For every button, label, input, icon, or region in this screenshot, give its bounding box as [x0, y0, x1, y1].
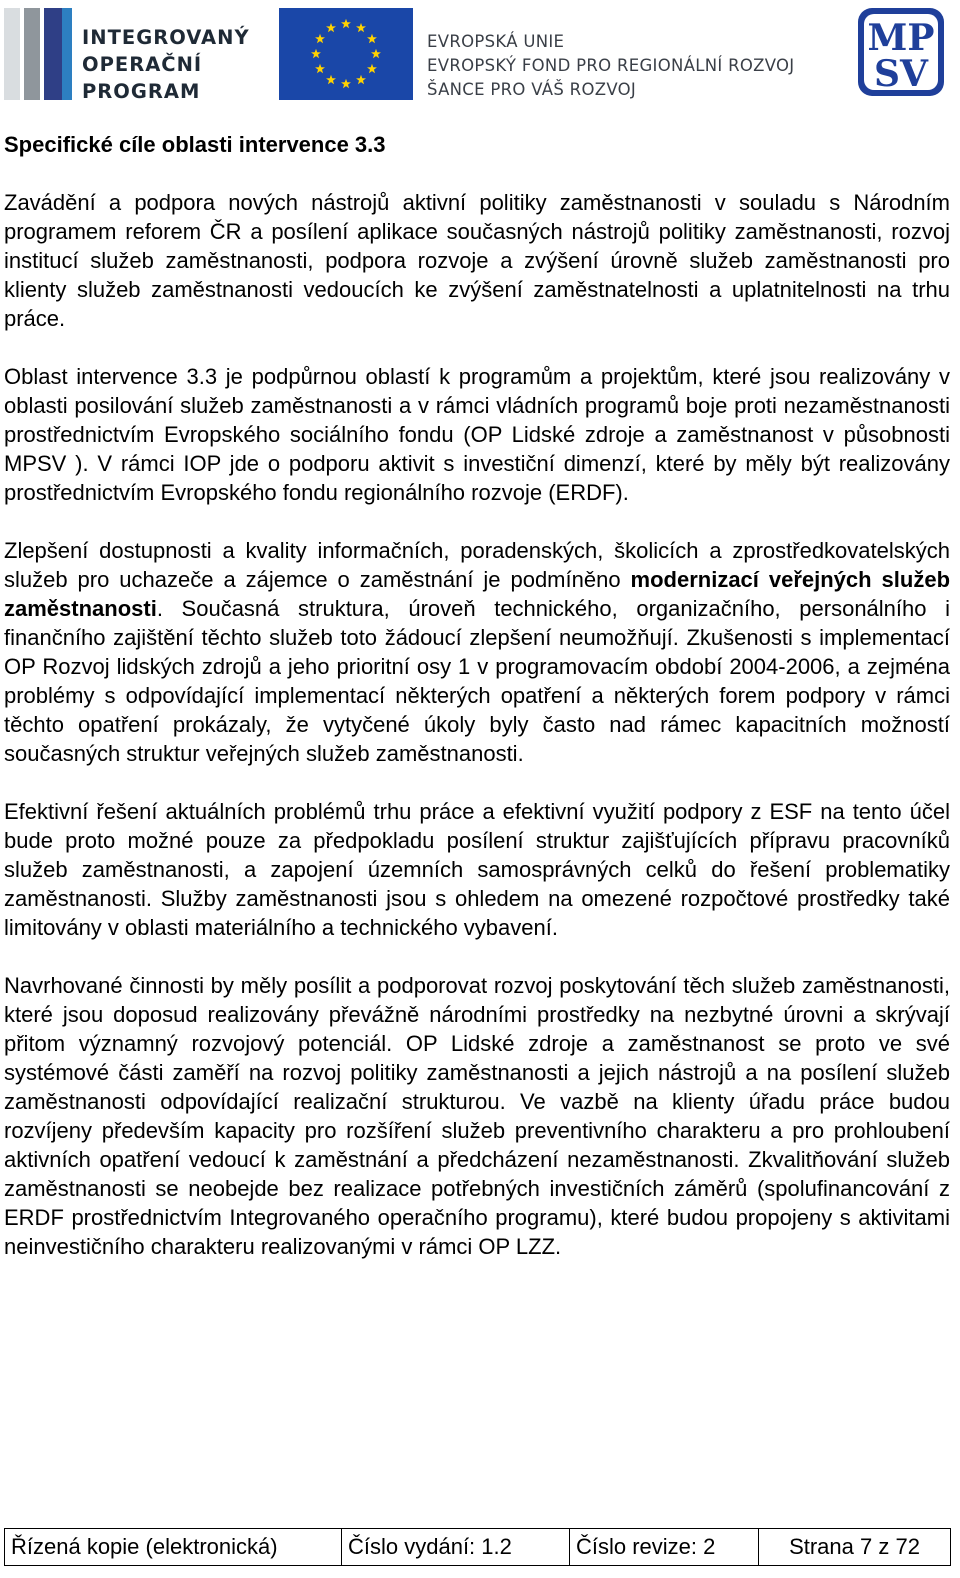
eu-star-icon: [356, 23, 366, 32]
paragraph-1: Zavádění a podpora nových nástrojů aktivní politiky zaměstnanosti v souladu s Národním programem reforem ČR a posílení aplikace současných nástrojů politiky zaměstnanosti, rozvoj institucí služeb zaměstnanosti, podpora rozvoje a zvýšení úrovně služeb zaměstnanosti pro klienty služeb zaměstnanosti vedoucích ke zvýšení zaměstnatelnosti a uplatnitelnosti na trhu práce.: [4, 190, 950, 331]
emphasis-text: modernizací veřejných služeb zaměstnanosti: [4, 567, 951, 621]
eu-star-icon: [367, 64, 377, 73]
eu-star-icon: [356, 75, 366, 84]
eu-flag-icon: [279, 8, 413, 100]
svg-text:MP: MP: [867, 17, 935, 59]
eu-star-icon: [371, 49, 381, 58]
paragraph-2: Oblast intervence 3.3 je podpůrnou oblastí k programům a projektům, které jsou realizovány v oblasti posilování služeb zaměstnanosti a v rámci vládních programů boje proti nezaměstnanosti prostřednictvím Evropského sociálního fondu (OP Lidské zdroje a zaměstnanost v působnosti MPSV ). V rámci IOP jde o podporu aktivit s investiční dimenzí, které by měly být realizovány prostřednictvím Evropského fondu regionálního rozvoje (ERDF).: [4, 364, 950, 505]
iop-logo: [4, 8, 250, 103]
page-header: [0, 0, 960, 110]
mpsv-logo: [856, 6, 946, 98]
footer-copy-type: Řízená kopie (elektronická): [5, 1529, 342, 1566]
footer-page-number: Strana 7 z 72: [759, 1529, 951, 1566]
iop-logo-text: INTEGROVANÝ OPERAČNÍ PROGRAM: [82, 26, 250, 103]
eu-star-icon: [367, 34, 377, 43]
eu-star-icon: [315, 64, 325, 73]
eu-star-icon: [341, 19, 351, 28]
paragraph-5: Navrhované činnosti by měly posílit a podporovat rozvoj poskytování těch služeb zaměstnanosti, které jsou doposud realizovány převážně národními prostředky na nezbytné úrovni a skrývají přitom významný rozvojový potenciál. OP Lidské zdroje a zaměstnanost se proto ve své systémové části zaměří na rozvoj politiky zaměstnanosti a jejich nástrojů a na posílení služeb zaměstnanosti odpovídající realizační strukturou. Ve vazbě na klienty úřadu práce budou rozvíjeny především kapacity pro rozšíření služeb preventivního charakteru a pro prohloubení aktivních opatření vedoucí k zaměstnání a předcházení nezaměstnanosti. Zkvalitňování služeb zaměstnanosti se neobejde bez realizace potřebných investičních záměrů (spolufinancování z ERDF prostřednictvím Integrovaného operačního programu), které budou propojeny s aktivitami neinvestičního charakteru realizovanými v rámci OP LZZ.: [4, 973, 950, 1259]
eu-star-icon: [341, 79, 351, 88]
svg-text:SV: SV: [874, 53, 928, 95]
eu-star-icon: [326, 75, 336, 84]
page-footer: [4, 1528, 951, 1566]
section-heading: Specifické cíle oblasti intervence 3.3: [4, 132, 386, 157]
eu-star-icon: [326, 23, 336, 32]
footer-issue-number: Číslo vydání: 1.2: [342, 1529, 570, 1566]
footer-revision-number: Číslo revize: 2: [570, 1529, 759, 1566]
document-body: [4, 130, 950, 1290]
eu-star-icon: [311, 49, 321, 58]
eu-text: EVROPSKÁ UNIE EVROPSKÝ FOND PRO REGIONÁLNÍ ROZVOJ ŠANCE PRO VÁŠ ROZVOJ: [427, 32, 795, 99]
paragraph-4: Efektivní řešení aktuálních problémů trhu práce a efektivní využití podpory z ESF na tento účel bude proto možné pouze za předpokladu posílení struktur zajišťujících přípravu pracovníků služeb zaměstnanosti, a zapojení územních samosprávných celků do řešení problematiky zaměstnanosti. Služby zaměstnanosti jsou s ohledem na omezené rozpočtové prostředky také limitovány v oblasti materiálního a technického vybavení.: [4, 799, 950, 940]
eu-star-icon: [315, 34, 325, 43]
paragraph-3: Zlepšení dostupnosti a kvality informačních, poradenských, školicích a zprostředkovatelských služeb pro uchazeče a zájemce o zaměstnání je podmíněno modernizací veřejných služeb zaměstnanosti. Současná struktura, úroveň technického, organizačního, personálního i finančního zajištění těchto služeb toto žádoucí zlepšení neumožňují. Zkušenosti s implementací OP Rozvoj lidských zdrojů a jeho prioritní osy 1 v programovacím období 2004-2006, a zejména problémy s odpovídající implementací některých opatření a některých forem podpory v rámci těchto opatření prokázaly, že vytyčené úkoly byly často nad rámec kapacitních možností současných struktur veřejných služeb zaměstnanosti.: [4, 538, 951, 766]
